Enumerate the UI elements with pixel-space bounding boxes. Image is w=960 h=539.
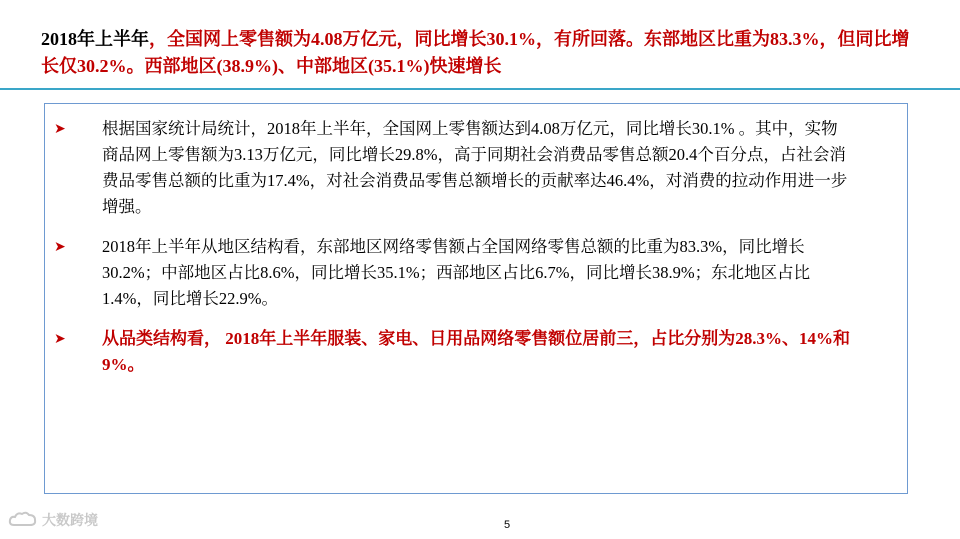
bullet-item-highlight (54, 326, 854, 378)
bullet-text: 从品类结构看， 2018年上半年服装、家电、日用品网络零售额位居前三，占比分别为28.3%、14%和9%。 (102, 329, 850, 374)
bullet-text: 根据国家统计局统计，2018年上半年，全国网上零售额达到4.08万亿元，同比增长30.1% 。其中，实物商品网上零售额为3.13万亿元，同比增长29.8%，高于同期社会消费品零售总额20.4个百分点，占社会消费品零售总额的比重为17.4%，对社会消费品零售总额增长的贡献率达46.4%，对消费的拉动作用进一步增强。 (102, 119, 848, 216)
watermark-text: 大数跨境 (42, 513, 98, 529)
title-divider (0, 88, 960, 90)
cloud-logo-icon (8, 511, 38, 529)
bullet-text: 2018年上半年从地区结构看，东部地区网络零售额占全国网络零售总额的比重为83.3%，同比增长30.2%；中部地区占比8.6%，同比增长35.1%；西部地区占比6.7%，同比增长38.9%；东北地区占比1.4%，同比增长22.9%。 (102, 237, 811, 308)
page-number: 5 (504, 519, 511, 531)
arrow-bullet-icon: ➤ (54, 331, 66, 347)
arrow-bullet-icon: ➤ (54, 121, 66, 137)
bullet-item (54, 116, 854, 220)
bullet-item (54, 234, 854, 312)
slide-title (41, 26, 921, 80)
title-highlight: ，全国网上零售额为4.08万亿元，同比增长30.1%，有所回落。东部地区比重为83.3%，但同比增长仅30.2%。西部地区(38.9%)、中部地区(35.1%)快速增长 (41, 29, 910, 76)
watermark (8, 507, 98, 533)
title-lead: 2018年上半年 (41, 29, 149, 49)
arrow-bullet-icon: ➤ (54, 239, 66, 255)
